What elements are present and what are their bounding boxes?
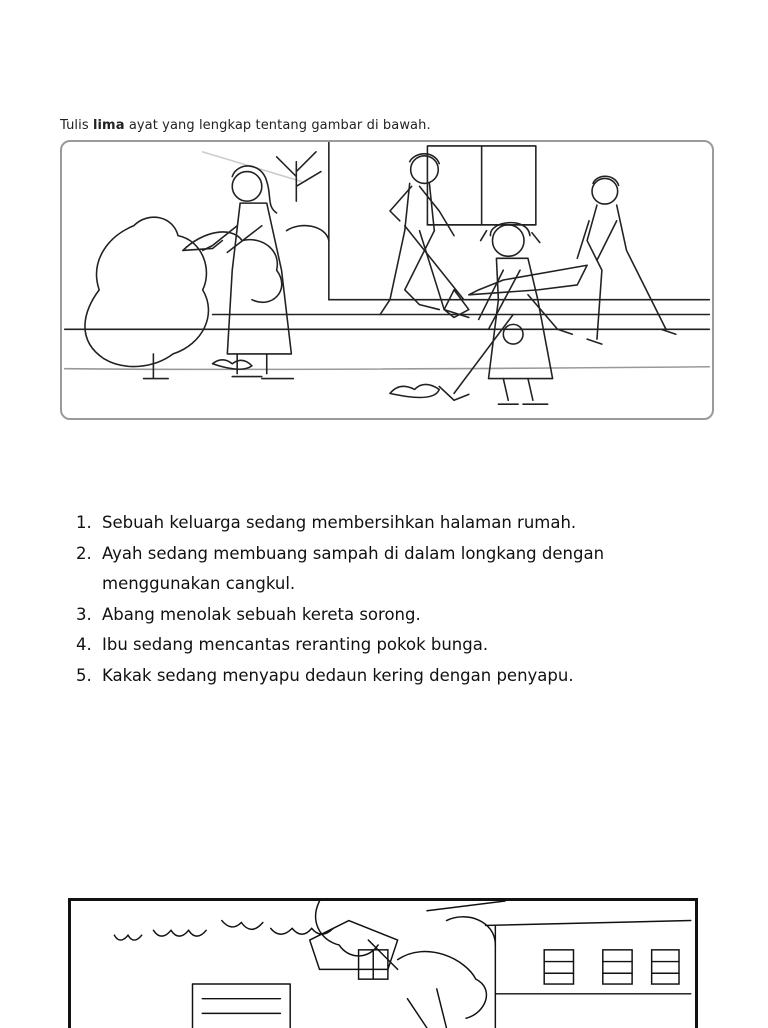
answer-number: 3. — [76, 604, 92, 624]
answer-item-2-continuation: menggunakan cangkul. — [102, 574, 296, 593]
answer-item-4 — [76, 630, 736, 661]
answer-number: 5. — [76, 665, 92, 685]
answer-text: Abang menolak sebuah kereta sorong. — [102, 604, 421, 624]
answer-item-5 — [76, 661, 736, 692]
answer-text: Sebuah keluarga sedang membersihkan halaman rumah. — [102, 513, 577, 532]
family-cleaning-illustration — [60, 140, 714, 420]
answer-item-3 — [76, 600, 736, 631]
answer-list — [76, 508, 736, 691]
instruction-bold-word: lima — [92, 118, 125, 133]
answer-number: 4. — [76, 635, 92, 654]
answer-text: Ayah sedang membuang sampah di dalam longkang dengan — [102, 543, 605, 563]
family-cleaning-drawing — [62, 142, 712, 418]
houses-trees-drawing — [71, 901, 695, 1028]
answer-item-1 — [76, 508, 736, 539]
answer-text: Ibu sedang mencantas reranting pokok bunga. — [102, 635, 489, 654]
instruction-text — [60, 118, 431, 133]
answer-item-2 — [76, 539, 736, 570]
answer-number: 1. — [76, 513, 92, 532]
houses-trees-illustration — [68, 898, 698, 1028]
answer-number: 2. — [76, 543, 92, 563]
answer-text: Kakak sedang menyapu dedaun kering dengan penyapu. — [102, 665, 574, 685]
instruction-prefix: Tulis — [60, 118, 89, 133]
instruction-suffix: ayat yang lengkap tentang gambar di bawah. — [128, 118, 431, 133]
